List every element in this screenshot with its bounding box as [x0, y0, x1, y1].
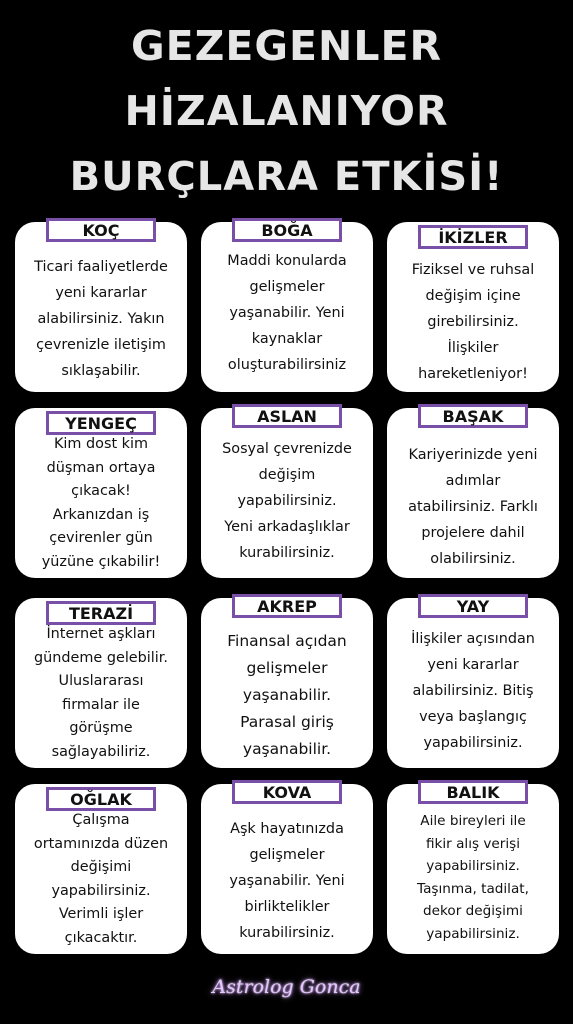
card-text: Sosyal çevrenizde değişim yapabilirsiniz. Yeni arkadaşlıklar kurabilirsiniz. — [222, 441, 352, 561]
card-koc — [15, 222, 187, 392]
card-text: İlişkiler açısından yeni kararlar alabilirsiniz. Bitiş veya başlangıç yapabilirsiniz. — [411, 631, 535, 751]
sign-label: YAY — [418, 594, 528, 618]
title-line-2: HİZALANIYOR — [124, 87, 449, 135]
card-text: İnternet aşkları gündeme gelebilir. Uluslararası firmalar ile görüşme sağlayabiliriz. — [34, 626, 168, 760]
card-text: Aşk hayatınızda gelişmeler yaşanabilir. Yeni birliktelikler kurabilirsiniz. — [229, 821, 345, 941]
card-basak — [387, 408, 559, 578]
card-ikizler — [387, 222, 559, 392]
card-text: Kim dost kim düşman ortaya çıkacak! Arkanızdan iş çevirenler gün yüzüne çıkabilir! — [41, 436, 161, 570]
card-text: Fiziksel ve ruhsal değişim içine girebilirsiniz. İlişkiler hareketleniyor! — [411, 262, 535, 382]
sign-label: BOĞA — [232, 218, 342, 242]
sign-label: İKİZLER — [418, 225, 528, 249]
card-yay — [387, 598, 559, 768]
card-akrep — [201, 598, 373, 768]
title-line-3: BURÇLARA ETKİSİ! — [69, 154, 504, 200]
sign-label: BALIK — [418, 780, 528, 804]
title-line-1: GEZEGENLER — [130, 22, 443, 70]
sign-label: ASLAN — [232, 404, 342, 428]
sign-label: AKREP — [232, 594, 342, 618]
card-aslan — [201, 408, 373, 578]
sign-label: YENGEÇ — [46, 411, 156, 435]
sign-label: BAŞAK — [418, 404, 528, 428]
card-text: Aile bireyleri ile fikir alış verişi yapabilirsiniz. Taşınma, tadilat, dekor değişimi yapabilirsiniz. — [417, 813, 529, 942]
sign-label: TERAZİ — [46, 601, 156, 625]
sign-label: KOVA — [232, 780, 342, 804]
sign-label: KOÇ — [46, 218, 156, 242]
sign-label: OĞLAK — [46, 787, 156, 811]
card-yengec — [15, 408, 187, 578]
card-text: Maddi konularda gelişmeler yaşanabilir. Yeni kaynaklar oluşturabilirsiniz — [227, 253, 347, 373]
card-boga — [201, 222, 373, 392]
card-text: Kariyerinizde yeni adımlar atabilirsiniz. Farklı projelere dahil olabilirsiniz. — [408, 447, 538, 567]
signature: Astrolog Gonca — [212, 976, 361, 998]
card-terazi — [15, 598, 187, 768]
card-kova — [201, 784, 373, 954]
card-text: Ticari faaliyetlerde yeni kararlar alabilirsiniz. Yakın çevrenizle iletişim sıklaşabilir. — [34, 259, 168, 379]
card-oglak — [15, 784, 187, 954]
card-text: Çalışma ortamınızda düzen değişimi yapabilirsiniz. Verimli işler çıkacaktır. — [33, 812, 169, 946]
card-text: Finansal açıdan gelişmeler yaşanabilir. Parasal giriş yaşanabilir. — [227, 632, 347, 758]
card-balik — [387, 784, 559, 954]
